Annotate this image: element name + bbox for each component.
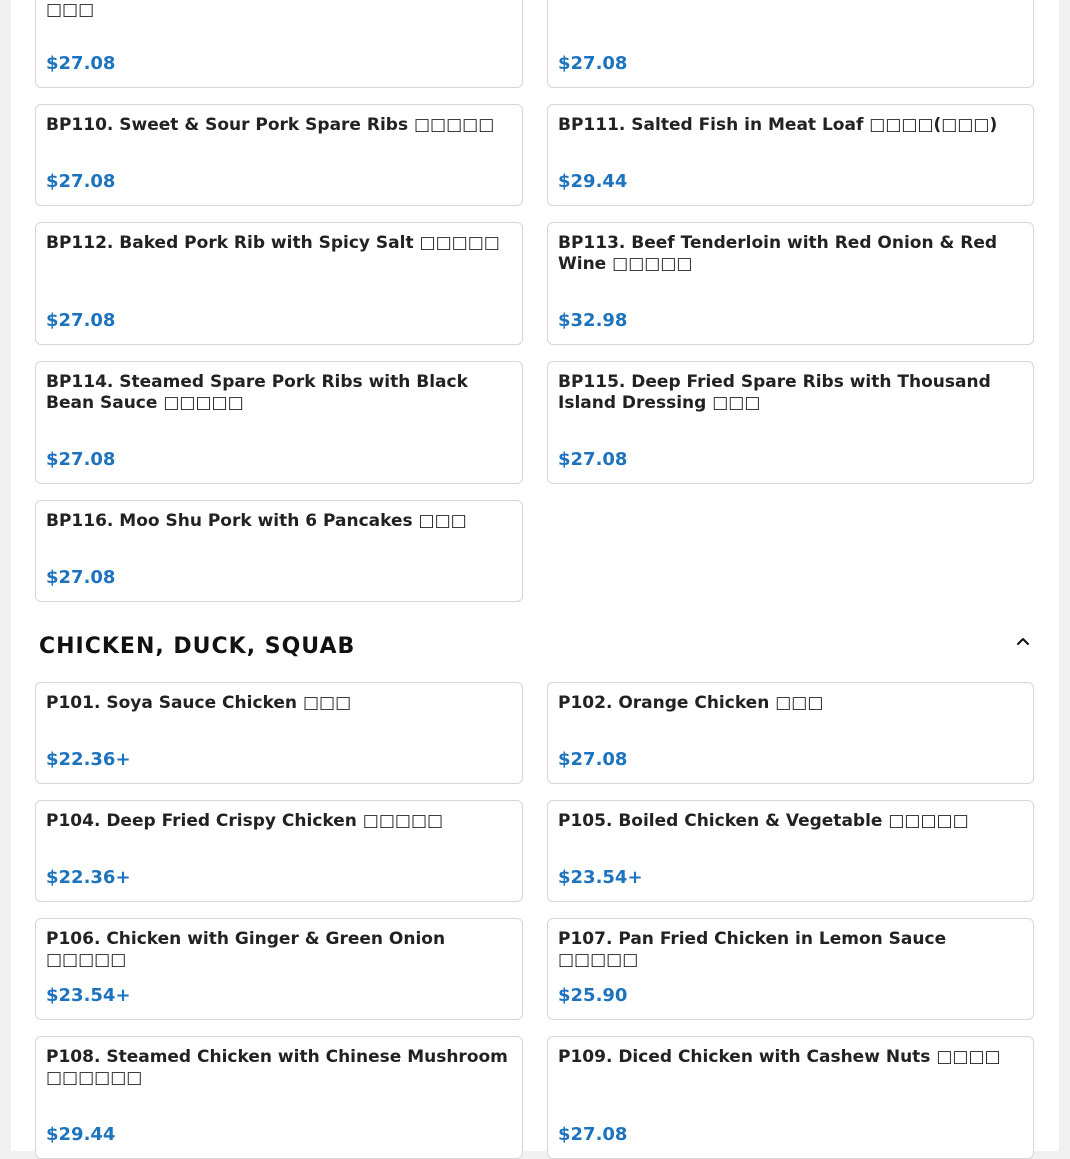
menu-item-name: □□□ <box>46 0 95 20</box>
menu-item-card[interactable] <box>35 1036 523 1159</box>
menu-item-price: $27.08 <box>558 749 628 770</box>
menu-item-price: $27.08 <box>558 53 628 74</box>
menu-item-name: P107. Pan Fried Chicken in Lemon Sauce □□□□□ <box>558 929 947 970</box>
menu-item-name: P105. Boiled Chicken & Vegetable □□□□□ <box>558 811 969 831</box>
menu-item-name: BP112. Baked Pork Rib with Spicy Salt □□□□□ <box>46 233 500 253</box>
menu-item-name: P101. Soya Sauce Chicken □□□ <box>46 693 352 713</box>
menu-item-price: $22.36+ <box>46 749 131 770</box>
menu-item-price: $27.08 <box>46 310 116 331</box>
menu-item-name: BP114. Steamed Spare Pork Ribs with Black Bean Sauce □□□□□ <box>46 372 468 413</box>
menu-item-name: BP111. Salted Fish in Meat Loaf □□□□(□□□) <box>558 115 998 135</box>
menu-item-card[interactable] <box>547 682 1034 784</box>
menu-item-price: $22.36+ <box>46 867 131 888</box>
menu-item-price: $32.98 <box>558 310 628 331</box>
menu-item-price: $29.44 <box>558 171 628 192</box>
menu-item-price: $27.08 <box>46 53 116 74</box>
menu-item-card[interactable] <box>35 800 523 902</box>
menu-item-card[interactable] <box>547 222 1034 345</box>
menu-item-name: P109. Diced Chicken with Cashew Nuts □□□□ <box>558 1047 1001 1067</box>
menu-item-price: $27.08 <box>46 171 116 192</box>
menu-item-card[interactable] <box>35 500 523 602</box>
menu-item-name: BP116. Moo Shu Pork with 6 Pancakes □□□ <box>46 511 467 531</box>
menu-item-price: $25.90 <box>558 985 628 1006</box>
menu-item-card[interactable] <box>35 104 523 206</box>
chevron-up-icon[interactable] <box>1011 630 1035 654</box>
menu-item-price: $23.54+ <box>46 985 131 1006</box>
menu-item-card[interactable] <box>547 104 1034 206</box>
menu-item-name: BP115. Deep Fried Spare Ribs with Thousand Island Dressing □□□ <box>558 372 991 413</box>
section-title: CHICKEN, DUCK, SQUAB <box>39 634 356 659</box>
section-header[interactable] <box>39 630 1035 666</box>
menu-item-card[interactable] <box>547 361 1034 484</box>
menu-item-card[interactable] <box>35 222 523 345</box>
menu-page <box>11 0 1059 1151</box>
menu-item-card[interactable] <box>35 682 523 784</box>
chicken-items-grid <box>35 682 1034 1159</box>
menu-item-name: P104. Deep Fried Crispy Chicken □□□□□ <box>46 811 444 831</box>
menu-item-price: $29.44 <box>46 1124 116 1145</box>
menu-item-price: $27.08 <box>46 449 116 470</box>
menu-item-card[interactable] <box>35 918 523 1020</box>
pork-items-grid <box>35 0 1034 602</box>
menu-item-price: $27.08 <box>46 567 116 588</box>
menu-item-card[interactable] <box>35 0 523 88</box>
menu-item-name <box>558 0 1023 21</box>
menu-item-name: P108. Steamed Chicken with Chinese Mushroom □□□□□□ <box>46 1047 508 1088</box>
menu-item-price: $27.08 <box>558 1124 628 1145</box>
menu-item-name: P106. Chicken with Ginger & Green Onion □□□□□ <box>46 929 446 970</box>
menu-item-card[interactable] <box>547 918 1034 1020</box>
menu-item-name: BP110. Sweet & Sour Pork Spare Ribs □□□□□ <box>46 115 495 135</box>
menu-item-card[interactable] <box>547 1036 1034 1159</box>
menu-item-price: $23.54+ <box>558 867 643 888</box>
menu-item-card[interactable] <box>35 361 523 484</box>
menu-item-name: BP113. Beef Tenderloin with Red Onion & Red Wine □□□□□ <box>558 233 998 274</box>
menu-item-card[interactable] <box>547 0 1034 88</box>
menu-item-price: $27.08 <box>558 449 628 470</box>
menu-item-name: P102. Orange Chicken □□□ <box>558 693 824 713</box>
menu-item-card[interactable] <box>547 800 1034 902</box>
